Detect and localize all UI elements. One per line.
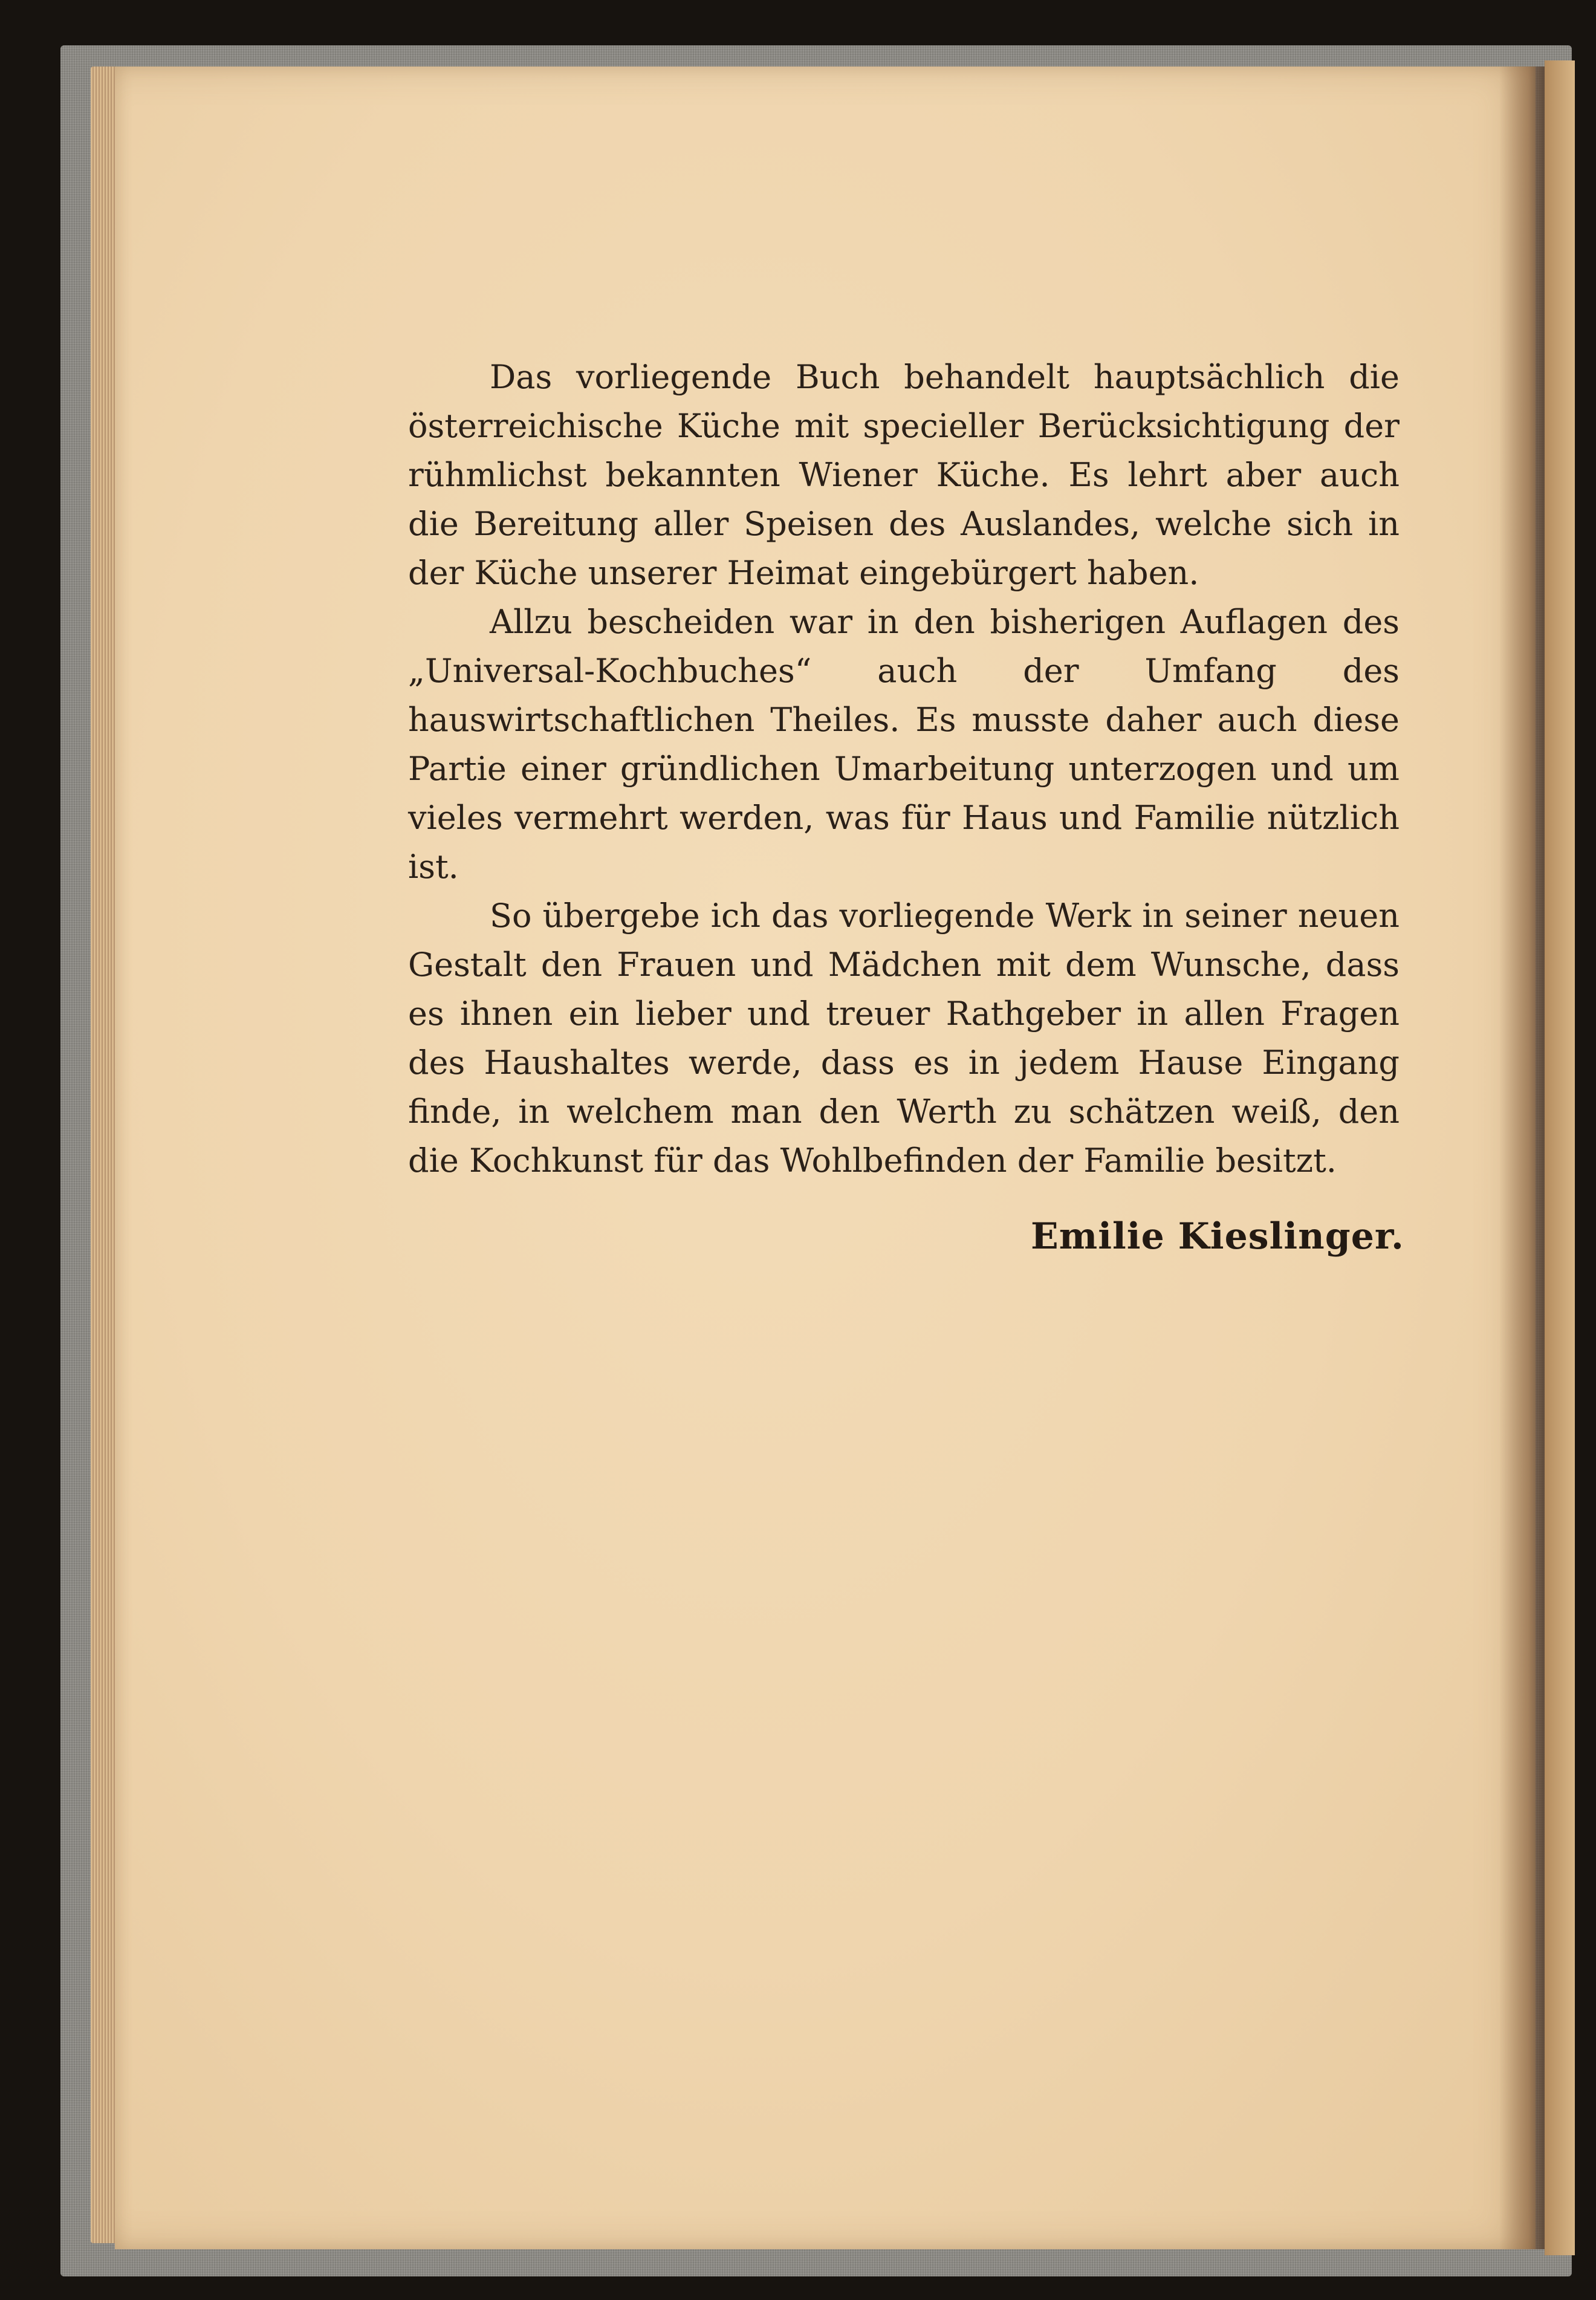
- paragraph-2: Allzu bescheiden war in den bisherigen Auflagen des „Universal-Kochbuches“ auch der Umfang des hauswirtschaftlichen Theiles. Es musste daher auch diese Partie einer gründlichen Umarbeitung unterzogen und um vieles vermehrt werden, was für Haus und Familie nützlich ist.: [408, 603, 1400, 886]
- page-gutter-shadow: [1499, 67, 1548, 2249]
- paragraph-1: Das vorliegende Buch behandelt hauptsächlich die österreichische Küche mit specieller Berücksichtigung der rühmlichst bekannten Wiener Küche. Es lehrt aber auch die Bereitung aller Speisen des Auslandes, welche sich in der Küche unserer Heimat eingebürgert haben.: [408, 358, 1400, 592]
- preface-text: [408, 352, 1400, 1185]
- paragraph-3: So übergebe ich das vorliegende Werk in seiner neuen Gestalt den Frauen und Mädchen mit dem Wunsche, dass es ihnen ein lieber und treuer Rathgeber in allen Fragen des Haushaltes werde, dass es in jedem Hause Eingang finde, in welchem man den Werth zu schätzen weiß, den die Kochkunst für das Wohlbefinden der Familie besitzt.: [408, 897, 1400, 1180]
- author-signature: Emilie Kieslinger.: [1031, 1215, 1404, 1258]
- next-page-edge: [1545, 60, 1575, 2255]
